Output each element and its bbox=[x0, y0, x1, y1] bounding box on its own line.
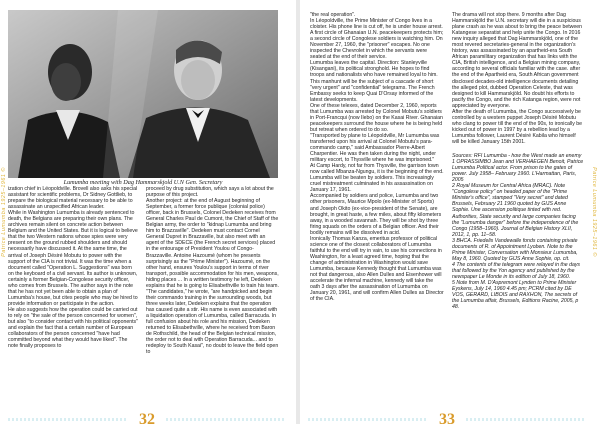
source-note: 3 BHCA. Friedelis Vandewalle fonds containing private documents of R. of Appointment Lyoben. Note to the Prime Minister, Conversation with Monsieur Lumumba, May 8, 1960. Quoted by GIJS Anne Sophie, op. cit. bbox=[452, 237, 578, 262]
footer-stripe bbox=[166, 418, 286, 421]
paragraph: While in Washington Lumumba is already sentenced to death, the Belgians are preparing their own plans. The archives remain silent on concrete action between Belgium and the United States. But it is logical to believe that the two Western nations whose spies were very present on the ground rubbed shoulders and should necessarily have discussed it. At the same time, the arrival of Joseph Désiré Mobutu to power with the support of the CIA is not trivial. It was the time when a document called "Operation L. Suggestions" was born on the keyboard of a civil servant. Its author is unknown, certainly a former Belgian-Congolese security officer, who comes from Brussels. The author says in the note that he has not yet been able to obtain a plan of Lumumba's house, but cites people who may be hired to provide information or participate in the action. bbox=[8, 210, 138, 307]
paragraph: At Camp Hardy, not far from Thysville, the garrison town now called Mbanza-Ngungu, it is the beginning of the end. Lumumba will be beaten by soldiers. This increasingly cruel mistreatment culminated in his assassination on January 17, 1961. bbox=[310, 163, 444, 194]
spacer bbox=[452, 145, 584, 153]
right-column-1 bbox=[310, 12, 444, 302]
paragraph: In Léopoldville, the Prime Minister of Congo lives in a cloister. His phone line is cut off, he is under house arrest. A first circle of Ghanaian U.N. peacekeepers protects him; a second circle of Congolese soldiers is watching him. On November 27, 1960, the "prisoner" escapes. No one inspected the Chevrolet in which the servants were seated at the end of their service. bbox=[310, 18, 444, 61]
left-column-2 bbox=[146, 186, 279, 355]
footer-stripe bbox=[8, 418, 128, 421]
photo-illustration bbox=[8, 10, 278, 178]
paragraph: He also suggests how the operation could be carried out to rely on "the sale of the person concerned for women", but also "to consider contact with his political opponents" and explain the fact that a certain number of European collaborators of the person concerned "have had committed beyond what they would have liked". The note finally proposes to bbox=[8, 306, 138, 350]
paragraph: ization chief in Léopoldville. Brovell also asks his special assistant for scientific problems, Dr Sidney Gottlieb, to prepare the biological material necessary to be able to assassinate an unspecified African leader. bbox=[8, 186, 138, 211]
left-sidebar bbox=[0, 8, 8, 416]
paragraph: One of these telexes, dated December 2, 1960, reports that Lumumba was arrested by Colonel Mobutu's soldiers in Port-Francqui (now Ilebo) on the Kasai River. Ghanaian peacekeepers surround the house where he is being held but retreat when ordered to do so. bbox=[310, 102, 443, 133]
paragraph: This manhunt will be the subject of a cascade of short "very urgent" and "confidential" telegrams. The French Embassy seeks to keep Quai D'Orsay informed of the latest developments. bbox=[310, 78, 435, 103]
paragraph: After the death of Lumumba, the Congo successively be controlled by a western puppet Joseph Désiré Mobutu who clang to power till the end of the 90s, to ironically be kicked out of power in 1997 by a rebellion lead by a Lumumba follower, Laurent Désiré Kabila who himself will be killed January 15th 2001. bbox=[452, 108, 583, 145]
left-footer bbox=[8, 411, 286, 424]
footer-stripe bbox=[466, 418, 586, 421]
right-sidebar bbox=[590, 8, 598, 416]
right-page bbox=[300, 0, 600, 424]
footer-stripe bbox=[308, 418, 428, 421]
paragraph: Accompanied by soldiers and police, Lumumba and two other prisoners, Maurice Mpolo (ex-Minister of Sports) and Joseph Okito (ex-vice-president of the Senate), are brought, in great haste, a few miles, about fifty kilometers away, in a wooded savannah. They will be shot by three firing squads on the orders of a Belgian officer. And their bodily remains will be dissolved in acid. bbox=[310, 193, 442, 236]
paragraph: proceed by drug substitution, which says a lot about the purpose of this project. bbox=[146, 186, 274, 199]
paragraph: The drama will not stop there. 9 months after Dag Hammarskjöld the U.N. secretary will die in a suspicious plane crash as he was about to bring the peace between Katangese separatist and help unite the Congo. In 2016 new inquiry alleged that Dag Hammarskjöld, one of the most revered secretaries-general in the organization's history, was assassinated by an apartheid-era South African paramilitary organization that has links with the CIA, British intelligence, and a Belgian mining company, according to several officials familiar with the case. after the end of the Apartheid era, South African government disclosed decades-old intelligence documents detailing the alleged plot, dubbed Operation Celeste, that was designed to kill Hammarskjöld. No doubt his efforts to pacify the Congo, and the rich Katanga region, were not appreciated by everyone. bbox=[452, 12, 583, 109]
source-note: 2 Royal Museum for Central Africa (MRAC). Note "Congolese policy" on headed paper of the "Prime Minister's office", stamped "Very secret" and dated Brussels, February 21 1960 quoted by GIJS Anne Sophie. Une ascension politique tinted with red. Authorities, State security and large companies facing the "Lumumba danger" before the independence of the Congo (1958–1960). Journal of Belgian History XLII, 2012, 1, pp. 11–58. bbox=[452, 183, 579, 238]
paragraph: Another project: at the end of August beginning of September, a former force publique (colonial police) officer, back in Brussels, Colonel Dedeken receives from General Charles Paul de Cumont, the Chief of Staff of the Belgian army, the order to "kidnap Lumumba and bring him to Brazzaville". Dedeken must contact Cornel General Dupret in Brazzaville, but also meet with an agent of the SDECE (the French secret services) placed in the entourage of President Youlou of Congo-Brazzaville. Antoine Hazoumé (whom he presents surprisingly as the "Prime Minister"). Hazoumé, on the other hand, ensures Youlou's support in terms of river transport, possible accommodation for his men, weapons, hiding places ... In a written testimony he left, Dedeken explains that he is going to Elisabethville to train his team. "The candidates," he wrote, "are handpicked and begin their commando training in the surrounding woods, but three weeks later, Dedeken explains that the operation has caused quite a stir. His name is even associated with a liquidation operation of Lumumba, called Barracuda. In full confusion about his role and his mission, Dedeken returned to Elisabethville, where he received from Baron de Rothschild, the head of the Belgian technical mission, the order not to deal with Operation Barracuda... and to redeploy to South Kasai", no doubt to leave the field open to bbox=[146, 198, 279, 356]
left-column-1 bbox=[8, 186, 138, 349]
paragraph: Lumumba leaves the capital. Direction: Stanleyville (Kisangani), its political stronghold. He hopes to find troops and nationalists who have remained loyal to him. bbox=[310, 60, 438, 79]
page-number: 32 bbox=[139, 411, 155, 424]
right-sidebar-text: Patrice Lumumba 1925–1961 © bbox=[591, 167, 597, 257]
source-note: Sources: RFI Lumumba - how the West made an enemy 1 OPRASSIMBO Jean and VERHAEGEN Benoit, Patrice Lumumba Political actor. From prison to the gates of power. July 1958– February 1960. L'Harmattan, Paris, 2005 bbox=[452, 153, 584, 184]
right-column-2 bbox=[452, 12, 584, 310]
right-footer bbox=[308, 411, 586, 424]
source-note: 5 Note from M. D'Aspremont Lynden to Prime Minister Eyskens, July 14, 1960 4.45 pm; PCRM cited by DE VOS, GERARD, LIBOIS and RAXHON, The secrets of the Lumumba affair, Brussels, Editions Racine, 2005, p 48. bbox=[452, 280, 579, 311]
source-note: 4 The contents of the telegram were relayed in the days that followed by the Yon agency and published by the newspaper Le Monde in its edition of July 18, 1960. bbox=[452, 261, 581, 280]
historical-photo bbox=[8, 10, 278, 178]
paragraph: Ironically Thomas Kanza, emeritus professor of political science one of the closest collaborators of Lumumba faithful to the end will try in vain, to use his connections in Washington, for a least agreed time, hoping that the change of administration in Washington would save Lumumba, because Kennedy thought that Lumumba was not that dangerous, also Allen Dulles and Eisenhower will accelerate the infernal machine, kennedy will take the oath 3 days after the assassination of Lumumba on January 20, 1961, and will confirm Allen Dulles as Director of the CIA. bbox=[310, 235, 444, 303]
paragraph: "the real operation". bbox=[310, 12, 356, 18]
page-number: 33 bbox=[439, 411, 455, 424]
photo-caption: Lumumba meeting with Dag Hammarskjold U.N Gen. Secretary bbox=[63, 179, 223, 186]
paragraph: "Transported by plane to Léopoldville, Mr Lumumba was transferred upon his arrival at Colonel Mobutu's para-commando camp," said Ambassador Pierre-Albert Charpentier. He was then taken during the night, under military escort, to Thysville where he was imprisoned." bbox=[310, 132, 440, 164]
left-page bbox=[0, 0, 296, 424]
left-sidebar-text: Patrice Lumumba 1925–1961 © bbox=[1, 167, 7, 257]
